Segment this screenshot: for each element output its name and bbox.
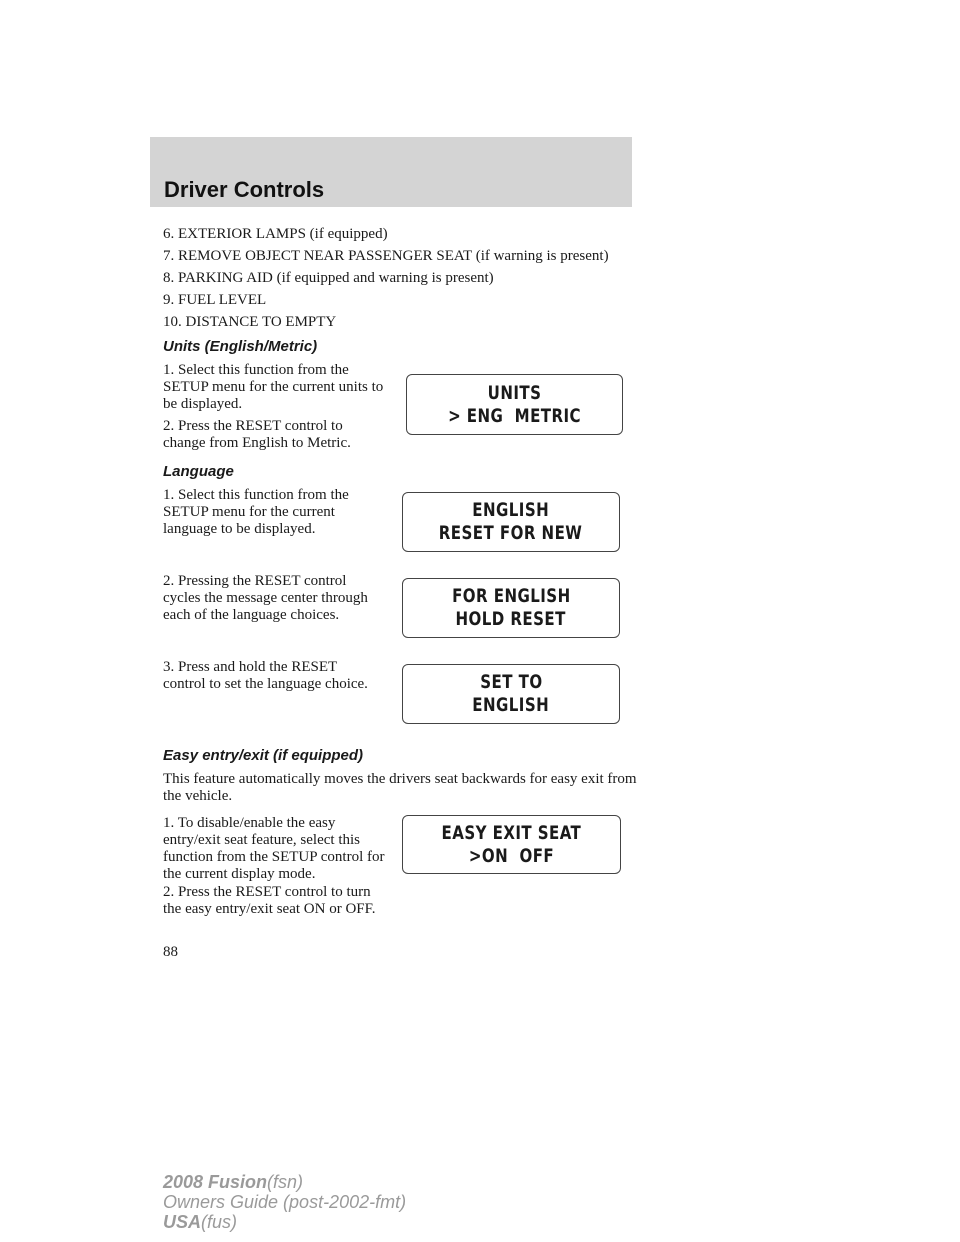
display-line: RESET FOR NEW	[439, 522, 583, 544]
units-heading: Units (English/Metric)	[163, 338, 318, 355]
list-item: 9. FUEL LEVEL	[163, 292, 267, 308]
footer-guide: Owners Guide (post-2002-fmt)	[163, 1192, 407, 1212]
easy-exit-display	[402, 815, 621, 874]
units-step-2: 2. Press the RESET control to change from English to Metric.	[163, 418, 351, 451]
language-step-2: 2. Pressing the RESET control cycles the message center through each of the language choices.	[163, 573, 368, 623]
display-line: HOLD RESET	[455, 608, 567, 630]
footer-model: 2008 Fusion	[163, 1172, 268, 1192]
language-display-1	[402, 492, 620, 552]
units-display	[406, 374, 623, 435]
easy-entry-step-2: 2. Press the RESET control to turn the easy entry/exit seat ON or OFF.	[163, 884, 376, 917]
page-number: 88	[163, 944, 178, 960]
display-line: ENGLISH	[472, 694, 550, 716]
list-item: 7. REMOVE OBJECT NEAR PASSENGER SEAT (if warning is present)	[163, 248, 609, 264]
language-heading: Language	[163, 463, 234, 480]
easy-entry-step-1: 1. To disable/enable the easy entry/exit seat feature, select this function from the SETUP control for the current display mode.	[163, 815, 385, 882]
list-item: 8. PARKING AID (if equipped and warning is present)	[163, 270, 494, 286]
language-step-3: 3. Press and hold the RESET control to set the language choice.	[163, 659, 368, 692]
display-line: FOR ENGLISH	[451, 585, 571, 607]
display-line: UNITS	[487, 381, 542, 404]
list-item: 10. DISTANCE TO EMPTY	[163, 314, 337, 330]
display-line: > ENG METRIC	[448, 404, 581, 427]
language-display-2	[402, 578, 620, 638]
language-display-3	[402, 664, 620, 724]
footer-model-code: (fsn)	[267, 1172, 304, 1192]
section-header	[150, 137, 632, 207]
units-step-1: 1. Select this function from the SETUP menu for the current units to be displayed.	[163, 362, 384, 412]
language-step-1: 1. Select this function from the SETUP menu for the current language to be displayed.	[163, 487, 349, 537]
easy-entry-intro: This feature automatically moves the drivers seat backwards for easy exit from the vehicle.	[163, 771, 637, 804]
footer-market-code: (fus)	[201, 1212, 238, 1232]
display-line: SET TO	[479, 671, 543, 693]
easy-entry-heading: Easy entry/exit (if equipped)	[163, 747, 364, 764]
document-footer	[163, 1172, 406, 1232]
list-item: 6. EXTERIOR LAMPS (if equipped)	[163, 226, 388, 242]
display-line: ENGLISH	[472, 499, 550, 521]
display-line: >ON OFF	[468, 844, 555, 867]
section-title: Driver Controls	[164, 177, 325, 202]
display-line: EASY EXIT SEAT	[441, 821, 582, 844]
footer-market: USA	[163, 1212, 202, 1232]
